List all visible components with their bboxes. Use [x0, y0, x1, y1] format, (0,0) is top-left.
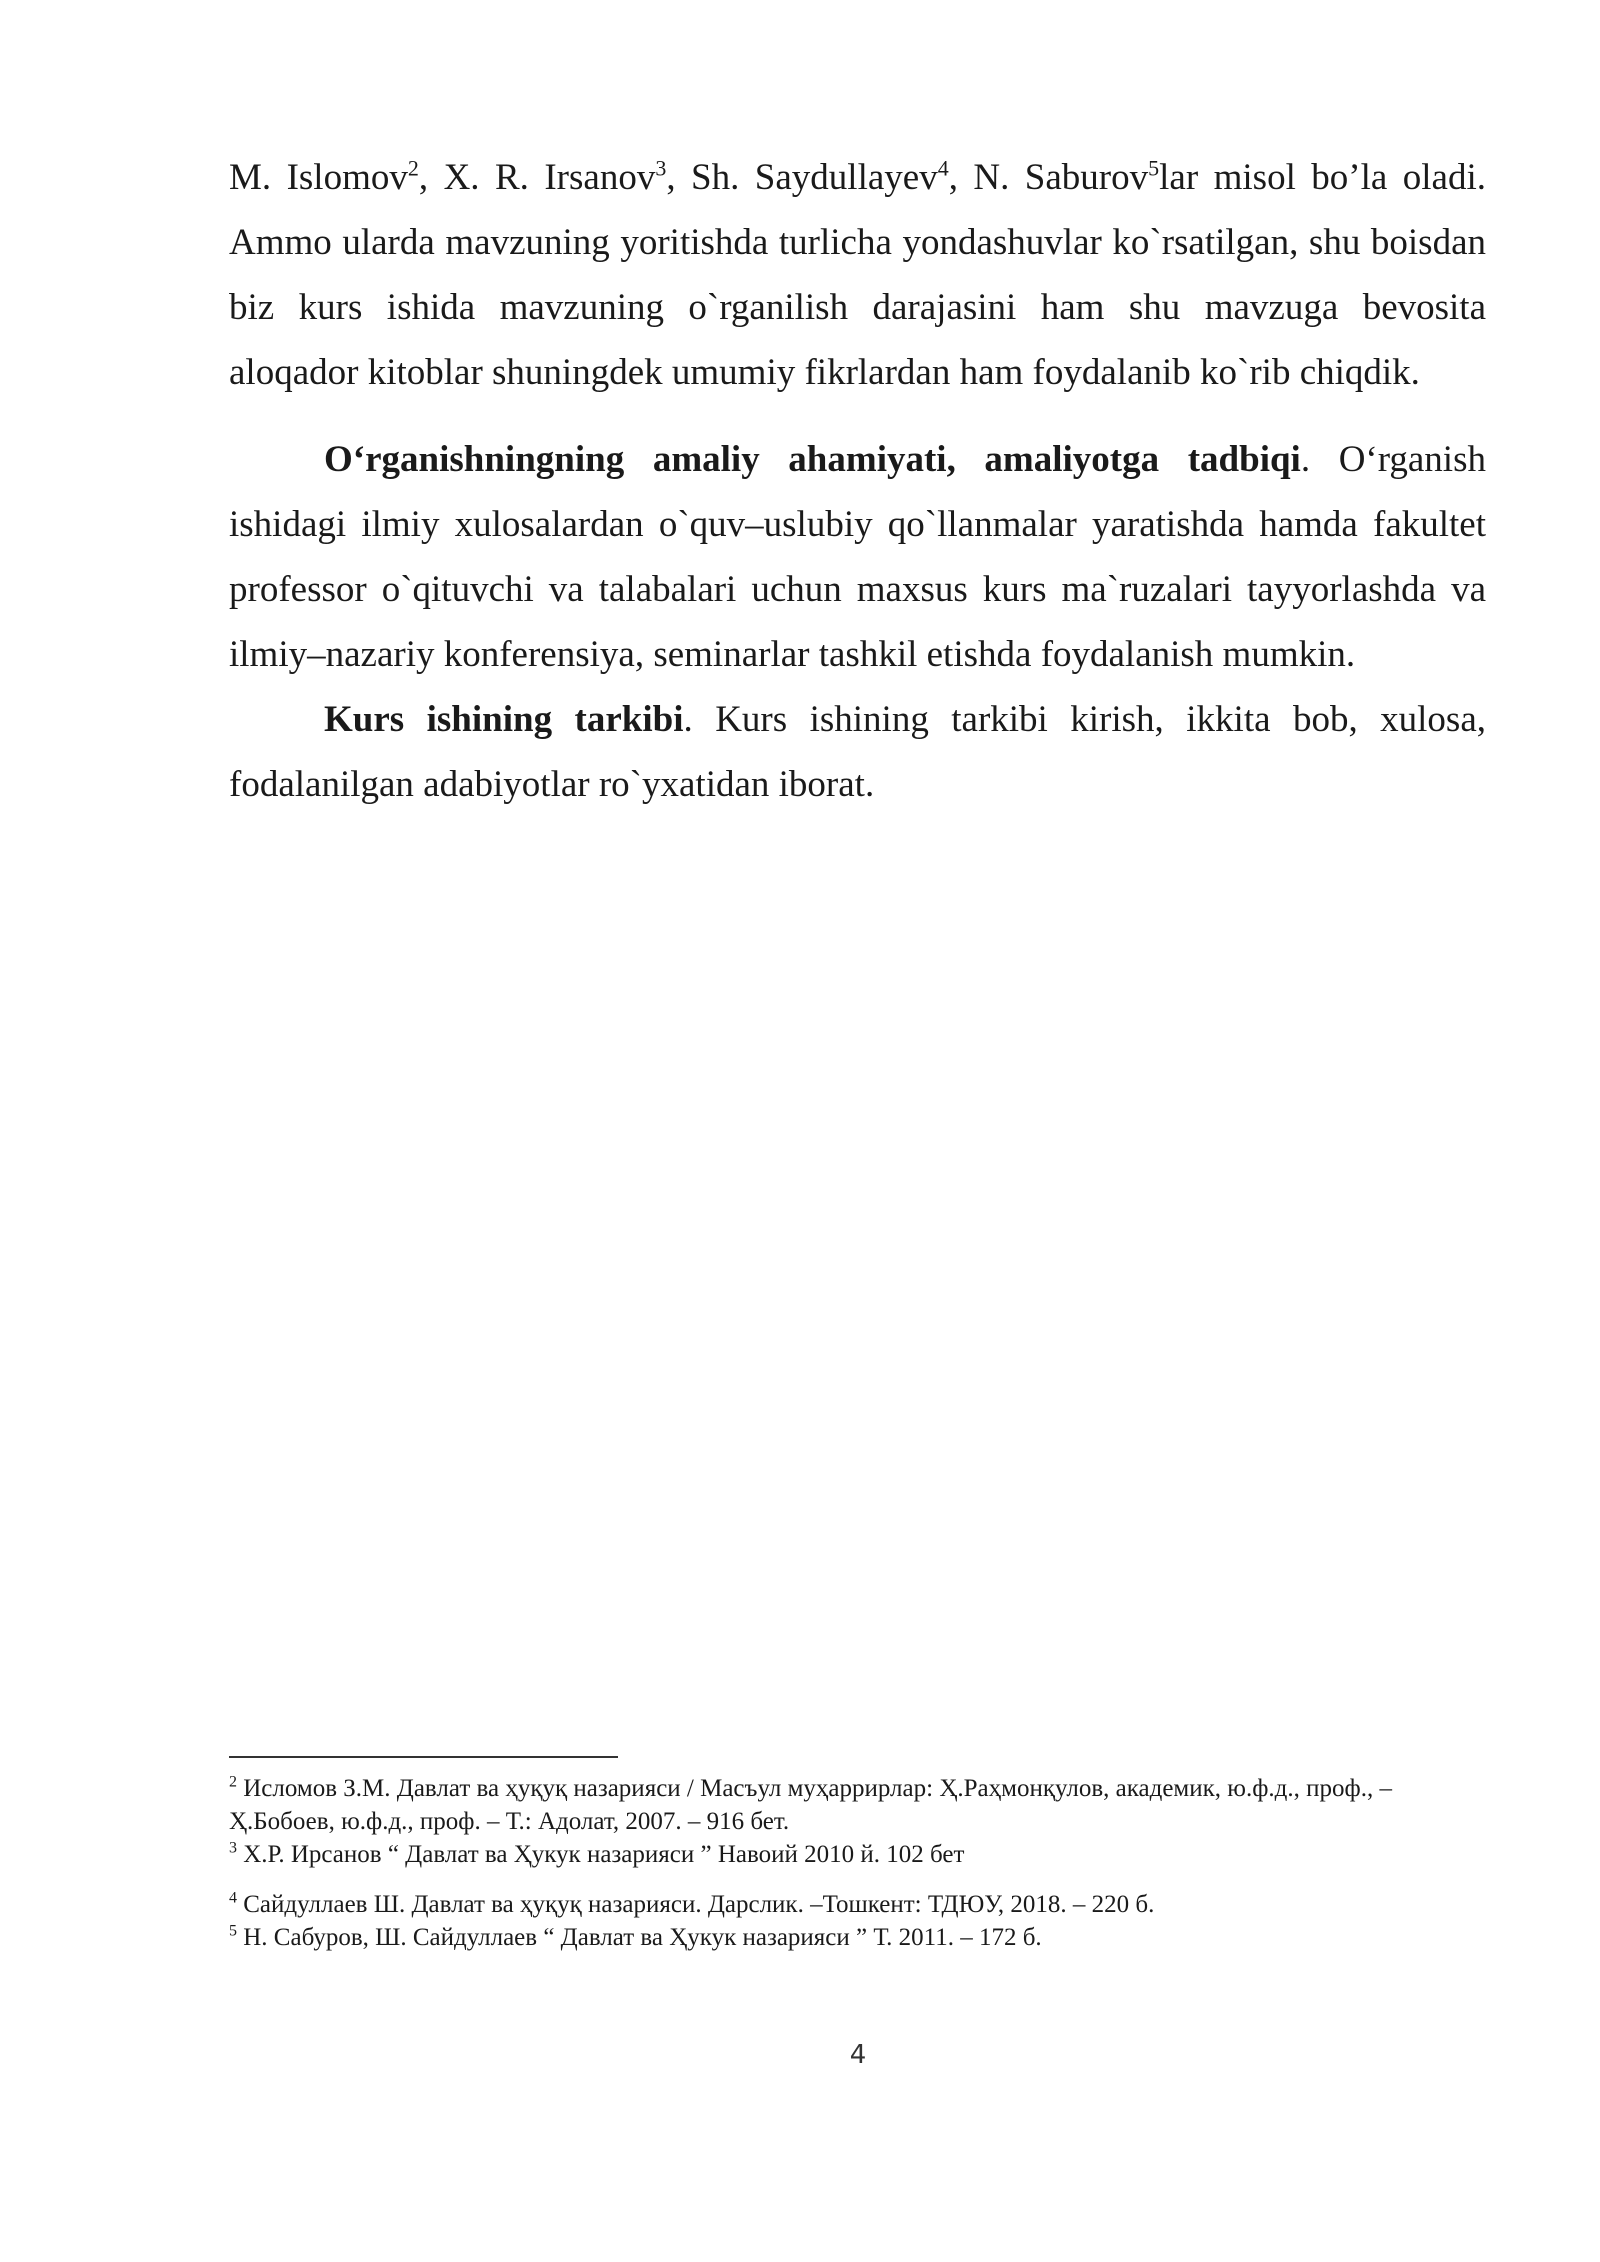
footnote-ref-2[interactable]: 2	[407, 155, 419, 181]
footnote-ref-4[interactable]: 4	[937, 155, 949, 181]
footnote-5: $^5$ Н. Сабуров, Ш. Сайдуллаев “ Давлат ва Ҳукук назарияси ” Т. 2011. – 172 б.	[229, 1922, 1042, 1951]
page-number: 4	[849, 2040, 867, 2070]
paragraph-literature-review: M. Islomov$^2$, X. R. Irsanov$^3$, Sh. Saydullayev$^4$, N. Saburov$^5$lar misol bo’la oladi. Ammo ularda mavzuning yoritishda turlicha yondashuvlar ko`rsatilgan, shu boisdan biz kurs ishida mavzuning o`rganilish darajasini ham shu mavzuga bevosita aloqador kitoblar shuningdek umumiy fikrlardan ham foydalanib ko`rib chiqdik.	[229, 155, 1486, 393]
footnote-4: $^4$ Сайдуллаев Ш. Давлат ва ҳуқуқ назарияси. Дарслик. –Тошкент: ТДЮУ, 2018. – 220 б.	[229, 1889, 1155, 1918]
paragraph-structure: Kurs ishining tarkibi. Kurs ishining tarkibi kirish, ikkita bob, xulosa, fodalanilgan adabiyotlar ro`yxatidan iborat.	[229, 699, 1487, 805]
practical-significance-heading: O‘rganishningning amaliy ahamiyati, amaliyotga tadbiqi	[324, 439, 1301, 480]
footnote-ref-5[interactable]: 5	[1148, 155, 1160, 181]
footnotes	[229, 1772, 1486, 1954]
body-text	[229, 145, 1486, 817]
footnote-2: $^2$ Исломов З.М. Давлат ва ҳуқуқ назарияси / Масъул муҳаррирлар: Ҳ.Раҳмонқулов, академик, ю.ф.д., проф., – Ҳ.Бобоев, ю.ф.д., проф. – Т.: Адолат, 2007. – 916 бет.	[229, 1773, 1392, 1835]
footnote-separator	[229, 1756, 618, 1758]
paragraph-practical-significance: O‘rganishningning amaliy ahamiyati, amaliyotga tadbiqi. O‘rganish ishidagi ilmiy xulosalardan o`quv–uslubiy qo`llanmalar yaratishda hamda fakultet professor o`qituvchi va talabalari uchun maxsus kurs ma`ruzalari tayyorlashda va ilmiy–nazariy konferensiya, seminarlar tashkil etishda foydalanish mumkin.	[229, 439, 1486, 675]
footnote-ref-3[interactable]: 3	[655, 155, 667, 181]
structure-heading: Kurs ishining tarkibi	[324, 699, 684, 740]
footnote-3: $^3$ Х.Р. Ирсанов “ Давлат ва Ҳукук назарияси ” Навоий 2010 й. 102 бет	[229, 1839, 965, 1868]
